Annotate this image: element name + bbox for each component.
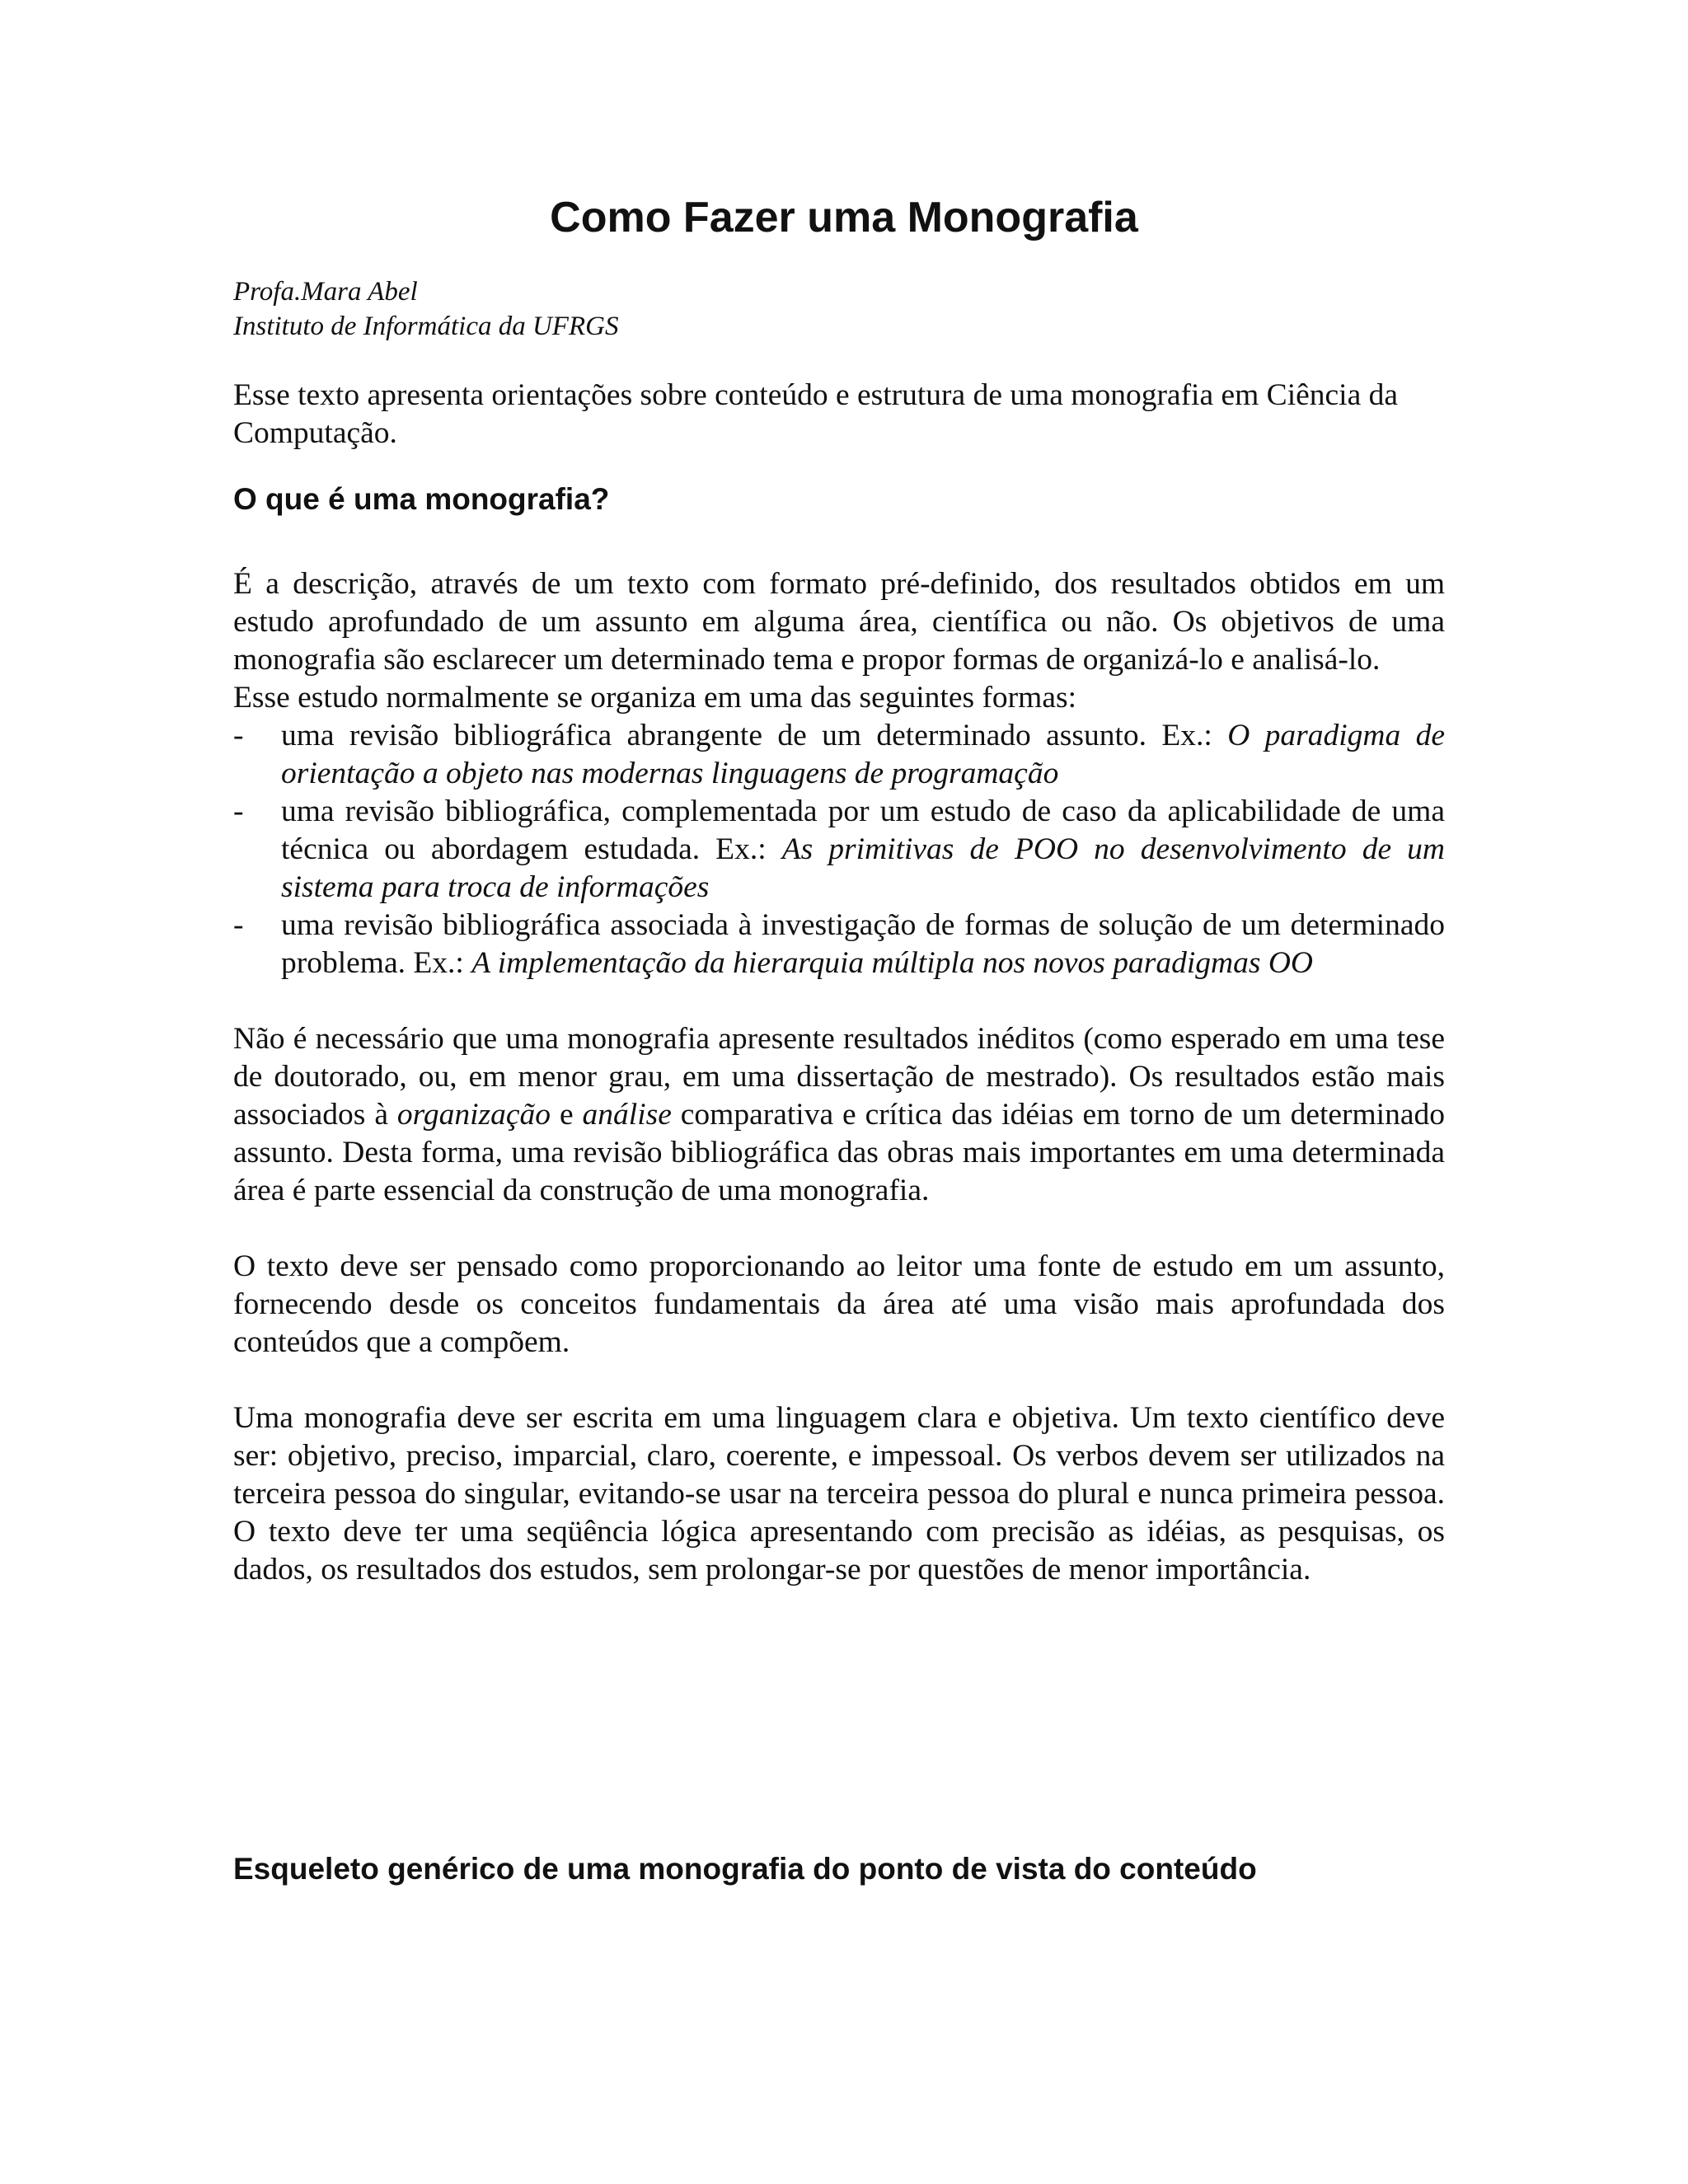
list-item-text: uma revisão bibliográfica, complementada por um estudo de caso da aplicabilidade de uma técnica ou abordagem estudada. Ex.: bbox=[281, 794, 1445, 866]
list-item-text: uma revisão bibliográfica associada à investigação de formas de solução de um determinado problema. Ex.: bbox=[281, 908, 1445, 980]
list-item bbox=[233, 793, 1445, 907]
results-text-3: comparativa e crítica das idéias em torno de um determinado assunto. Desta forma, uma revisão bibliográfica das obras mais importantes em uma determinada área é parte essencial da construção de uma monografia. bbox=[233, 1098, 1445, 1207]
author-institution: Instituto de Informática da UFRGS bbox=[233, 312, 619, 341]
forms-intro-paragraph: Esse estudo normalmente se organiza em uma das seguintes formas: bbox=[233, 681, 1076, 715]
list-bullet: - bbox=[233, 908, 244, 942]
author-block bbox=[233, 274, 1453, 344]
results-paragraph bbox=[233, 1020, 1445, 1210]
results-emphasis-organizacao: organização bbox=[396, 1098, 551, 1132]
author-name: Profa.Mara Abel bbox=[233, 277, 418, 307]
results-emphasis-analise: análise bbox=[582, 1098, 672, 1132]
list-item-text: uma revisão bibliográfica abrangente de um determinado assunto. Ex.: bbox=[281, 719, 1228, 752]
list-item-example: A implementação da hierarquia múltipla nos novos paradigmas OO bbox=[471, 946, 1313, 980]
section-what-is-body bbox=[233, 565, 1445, 1589]
list-item-example: O paradigma de orientação a objeto nas modernas linguagens de programação bbox=[281, 719, 1446, 790]
forms-list bbox=[233, 717, 1445, 982]
list-item-example: As primitivas de POO no desenvolvimento de um sistema para troca de informações bbox=[281, 832, 1445, 904]
intro-paragraph: Esse texto apresenta orientações sobre conteúdo e estrutura de uma monografia em Ciência da Computação. bbox=[233, 378, 1398, 450]
list-bullet: - bbox=[233, 719, 244, 752]
language-paragraph: Uma monografia deve ser escrita em uma linguagem clara e objetiva. Um texto científico deve ser: objetivo, preciso, imparcial, claro, coerente, e impessoal. Os verbos devem ser utilizados na terceira pessoa do singular, evitando-se usar na terceira pessoa do plural e nunca primeira pessoa. O texto deve ter uma seqüência lógica apresentando com precisão as idéias, as pesquisas, os dados, os resultados dos estudos, sem prolongar-se por questões de menor importância. bbox=[233, 1401, 1445, 1586]
list-item bbox=[233, 717, 1445, 793]
section-heading-what-is: O que é uma monografia? bbox=[233, 482, 610, 516]
definition-paragraph: É a descrição, através de um texto com formato pré-definido, dos resultados obtidos em um estudo aprofundado de um assunto em alguma área, científica ou não. Os objetivos de uma monografia são esclarecer um determinado tema e propor formas de organizá-lo e analisá-lo. bbox=[233, 567, 1445, 677]
results-text-1: Não é necessário que uma monografia apresente resultados inéditos (como esperado em uma tese de doutorado, ou, em menor grau, em uma dissertação de mestrado). Os resultados estão mais associados à bbox=[233, 1022, 1445, 1132]
list-bullet: - bbox=[233, 794, 244, 828]
results-text-2: e bbox=[551, 1098, 583, 1132]
list-item bbox=[233, 907, 1445, 982]
document-title: Como Fazer uma Monografia bbox=[550, 194, 1138, 241]
section-heading-skeleton: Esqueleto genérico de uma monografia do ponto de vista do conteúdo bbox=[233, 1852, 1257, 1886]
reader-paragraph: O texto deve ser pensado como proporcionando ao leitor uma fonte de estudo em um assunto, fornecendo desde os conceitos fundamentais da área até uma visão mais aprofundada dos conteúdos que a compõem. bbox=[233, 1249, 1445, 1359]
